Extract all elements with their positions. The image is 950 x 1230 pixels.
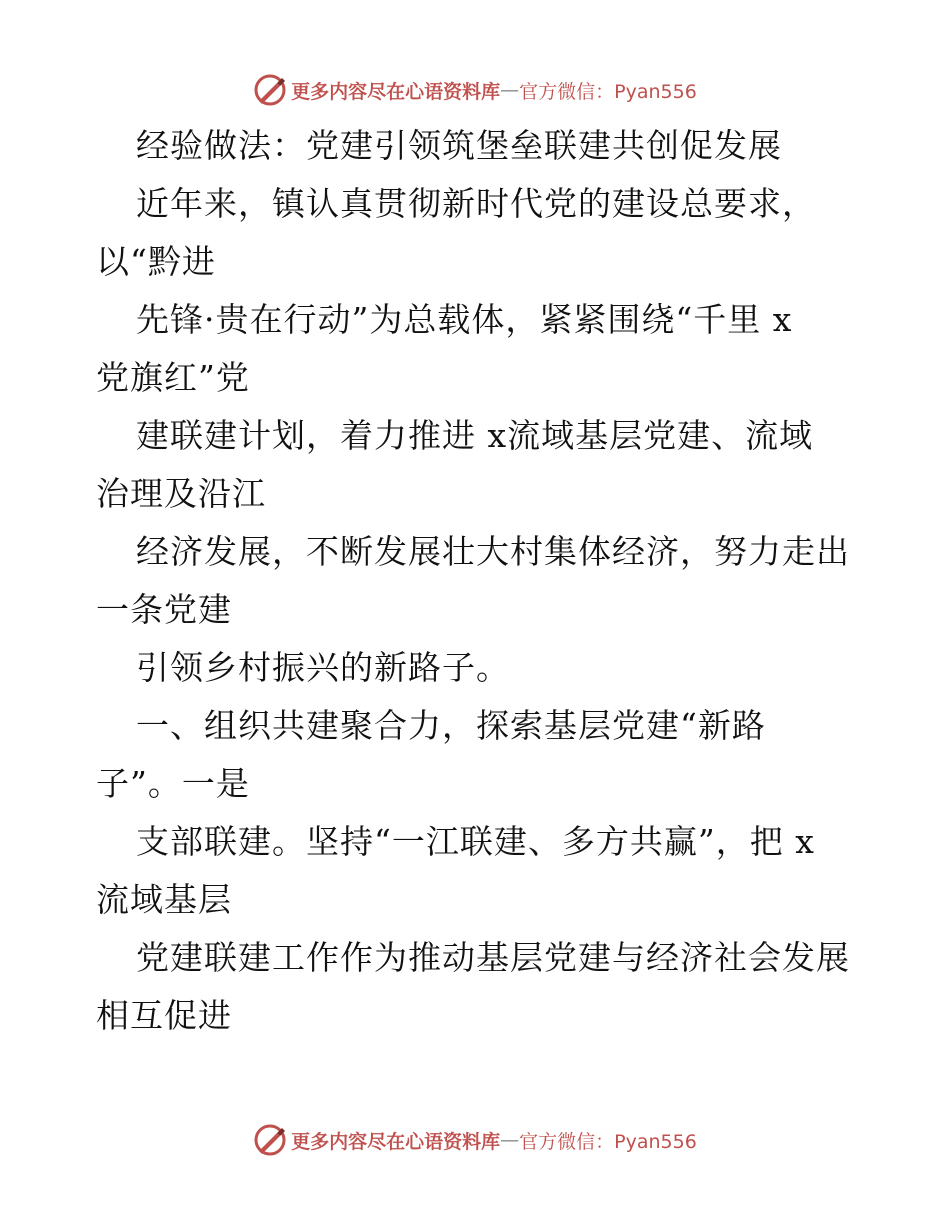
paragraph-line: 支部联建。坚持“一江联建、多方共赢”，把 x: [136, 822, 815, 861]
paragraph-line: 子”。一是: [96, 764, 250, 803]
paragraph-line: 先锋·贵在行动”为总载体，紧紧围绕“千里 x: [136, 300, 793, 339]
watermark-wechat-text: 官方微信：Pyan556: [519, 1130, 697, 1153]
paragraph-line: 相互促进: [96, 996, 232, 1035]
watermark-separator: —: [500, 79, 520, 101]
paragraph-line: 治理及沿江: [96, 474, 266, 513]
paragraph-line: 建联建计划，着力推进 x流域基层党建、流域: [136, 416, 814, 455]
paragraph-line: 引领乡村振兴的新路子。: [136, 648, 510, 687]
document-title: 经验做法：党建引领筑堡垒联建共创促发展: [136, 126, 782, 165]
paragraph-line: 近年来，镇认真贯彻新时代党的建设总要求，: [136, 184, 816, 223]
header-watermark: [0, 70, 950, 110]
section-heading-line: 一、组织共建聚合力，探索基层党建“新路: [136, 706, 766, 745]
watermark-main-text: 更多内容尽在心语资料库: [291, 80, 501, 103]
paragraph-line: 党建联建工作作为推动基层党建与经济社会发展: [136, 938, 850, 977]
paragraph-line: 党旗红”党: [96, 358, 250, 397]
paragraph-line: 一条党建: [96, 590, 232, 629]
watermark-main-text: 更多内容尽在心语资料库: [291, 1130, 501, 1153]
paragraph-line: 以“黔进: [96, 242, 216, 281]
pen-logo-icon: [253, 73, 287, 107]
watermark-separator: —: [500, 1129, 520, 1151]
watermark-wechat-text: 官方微信：Pyan556: [519, 80, 697, 103]
paragraph-line: 经济发展，不断发展壮大村集体经济，努力走出: [136, 532, 850, 571]
paragraph-line: 流域基层: [96, 880, 232, 919]
pen-logo-icon: [253, 1123, 287, 1157]
footer-watermark: [0, 1120, 950, 1160]
